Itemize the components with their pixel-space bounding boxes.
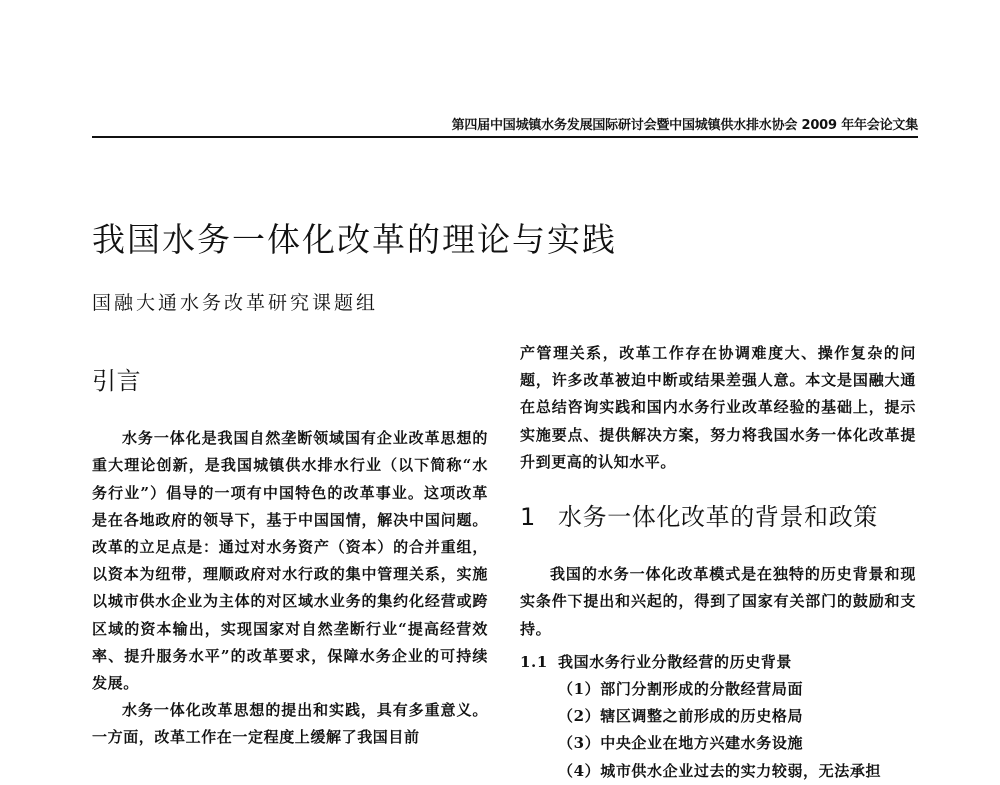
section-1-number: 1 [520, 503, 536, 532]
subsection-1-1-title: 我国水务行业分散经营的历史背景 [558, 652, 793, 671]
right-column [520, 340, 916, 785]
subsection-1-1-number: 1.1 [520, 652, 548, 671]
article-author: 国融大通水务改革研究课题组 [92, 292, 379, 314]
intro-continuation: 产管理关系，改革工作存在协调难度大、操作复杂的问题，许多改革被迫中断或结果差强人意。本文是国融大通在总结咨询实践和国内水务行业改革经验的基础上，提示实施要点、提供解决方案，努力将我国水务一体化改革提升到更高的认知水平。 [520, 344, 916, 471]
list-item: （2）辖区调整之前形成的历史格局 [558, 707, 804, 726]
section-1-paragraph: 我国的水务一体化改革模式是在独特的历史背景和现实条件下提出和兴起的，得到了国家有关部门的鼓励和支持。 [520, 565, 916, 638]
section-1-title: 水务一体化改革的背景和政策 [558, 503, 878, 532]
running-head: 第四届中国城镇水务发展国际研讨会暨中国城镇供水排水协会 2009 年年会论文集 [451, 118, 918, 133]
header-rule [92, 136, 918, 138]
list-item: （1）部门分割形成的分散经营局面 [558, 680, 804, 699]
list-item: （3）中央企业在地方兴建水务设施 [558, 734, 804, 753]
intro-heading: 引言 [92, 367, 142, 395]
list-item: （4）城市供水企业过去的实力较弱，无法承担 [558, 761, 882, 780]
article-title: 我国水务一体化改革的理论与实践 [92, 220, 617, 259]
intro-paragraph-2: 水务一体化改革思想的提出和实践，具有多重意义。一方面，改革工作在一定程度上缓解了我国目前 [92, 701, 488, 747]
left-column [92, 340, 488, 752]
intro-paragraph-1: 水务一体化是我国自然垄断领域国有企业改革思想的重大理论创新，是我国城镇供水排水行业（以下简称“水务行业”）倡导的一项有中国特色的改革事业。这项改革是在各地政府的领导下，基于中国国情，解决中国问题。改革的立足点是：通过对水务资产（资本）的合并重组，以资本为纽带，理顺政府对水行政的集中管理关系，实施以城市供水企业为主体的对区域水业务的集约化经营或跨区域的资本输出，实现国家对自然垄断行业“提高经营效率、提升服务水平”的改革要求，保障水务企业的可持续发展。 [92, 429, 488, 693]
subsection-1-1-heading [520, 649, 916, 676]
section-1-heading [520, 504, 916, 531]
